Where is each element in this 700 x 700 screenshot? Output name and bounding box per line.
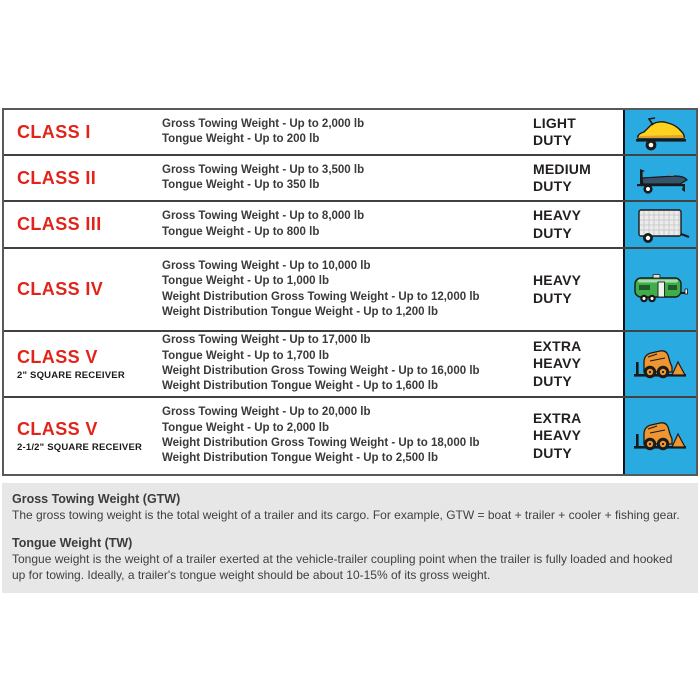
- duty-line: LIGHT: [533, 114, 576, 131]
- spec-line: Gross Towing Weight - Up to 10,000 lb: [162, 259, 371, 272]
- duty-line: DUTY: [533, 178, 572, 194]
- duty-line: MEDIUM: [533, 160, 591, 177]
- spec-line: Weight Distribution Gross Towing Weight - Up to 16,000 lb: [162, 365, 480, 377]
- duty-line: DUTY: [533, 224, 572, 241]
- duty-cell: [523, 115, 623, 149]
- spec-line: Gross Towing Weight - Up to 2,000 lb: [162, 117, 365, 130]
- duty-line: DUTY: [533, 444, 572, 461]
- jet-ski-trailer-icon: [623, 110, 696, 154]
- class-label: CLASS I: [17, 121, 91, 142]
- camper-trailer-icon: [623, 249, 696, 330]
- class-label: CLASS V: [17, 347, 98, 367]
- equipment-trailer-icon: [623, 398, 696, 474]
- class-cell: [4, 419, 154, 453]
- tw-definition: Tongue weight is the weight of a trailer exerted at the vehicle-trailer coupling point when the trailer is fully loaded and hooked up for towing. Ideally, a trailer's tongue weight should be about 10-15% of its gross weight.: [12, 551, 673, 583]
- class-label: CLASS V: [17, 419, 98, 439]
- specs-cell: [154, 209, 523, 240]
- tw-heading: Tongue Weight (TW): [12, 535, 133, 550]
- duty-line: DUTY: [533, 372, 572, 389]
- gtw-definition: The gross towing weight is the total weight of a trailer and its cargo. For example, GTW = boat + trailer + cooler + fishing gear.: [12, 508, 680, 522]
- spec-line: Gross Towing Weight - Up to 20,000 lb: [162, 406, 371, 419]
- spec-line: Weight Distribution Tongue Weight - Up to 1,600 lb: [162, 380, 438, 393]
- duty-line: EXTRA: [533, 410, 582, 427]
- spec-line: Gross Towing Weight - Up to 3,500 lb: [162, 163, 365, 176]
- specs-cell: [154, 163, 523, 194]
- table-row-class-2: [4, 154, 696, 200]
- class-cell: [4, 347, 154, 381]
- table-row-class-5-2in: [4, 330, 696, 396]
- class-label: CLASS IV: [17, 279, 104, 299]
- spec-line: Weight Distribution Tongue Weight - Up to 1,200 lb: [162, 305, 438, 318]
- class-cell: [4, 279, 154, 300]
- class-label: CLASS III: [17, 214, 102, 234]
- receiver-size-label: 2-1/2" SQUARE RECEIVER: [17, 442, 143, 453]
- spec-line: Tongue Weight - Up to 1,000 lb: [162, 275, 329, 288]
- duty-line: HEAVY: [533, 207, 582, 224]
- spec-line: Weight Distribution Tongue Weight - Up to 2,500 lb: [162, 452, 438, 465]
- spec-line: Gross Towing Weight - Up to 8,000 lb: [162, 210, 365, 223]
- duty-line: EXTRA: [533, 338, 582, 355]
- hitch-class-table: [2, 108, 698, 476]
- specs-cell: [154, 117, 523, 148]
- spec-line: Tongue Weight - Up to 800 lb: [162, 225, 320, 238]
- table-row-class-4: [4, 247, 696, 330]
- boat-trailer-icon: [623, 156, 696, 200]
- equipment-trailer-icon: [623, 332, 696, 396]
- duty-cell: [523, 410, 623, 461]
- spec-line: Tongue Weight - Up to 2,000 lb: [162, 421, 329, 434]
- spec-line: Tongue Weight - Up to 350 lb: [162, 179, 320, 191]
- gtw-heading: Gross Towing Weight (GTW): [12, 492, 181, 506]
- class-cell: [4, 122, 154, 143]
- spec-line: Weight Distribution Gross Towing Weight - Up to 12,000 lb: [162, 290, 480, 303]
- duty-line: HEAVY: [533, 355, 582, 372]
- spec-line: Tongue Weight - Up to 200 lb: [162, 133, 320, 145]
- table-row-class-3: [4, 200, 696, 247]
- specs-cell: [154, 259, 523, 321]
- table-row-class-1: [4, 110, 696, 154]
- table-row-class-5-2halfin: [4, 396, 696, 474]
- duty-line: DUTY: [533, 289, 572, 306]
- class-label: CLASS II: [17, 167, 97, 188]
- class-cell: [4, 168, 154, 189]
- duty-cell: [523, 272, 623, 306]
- definitions-panel: [2, 483, 698, 593]
- duty-line: HEAVY: [533, 272, 582, 289]
- duty-line: HEAVY: [533, 427, 582, 444]
- spec-line: Tongue Weight - Up to 1,700 lb: [162, 349, 329, 362]
- specs-cell: [154, 333, 523, 395]
- spec-line: Gross Towing Weight - Up to 17,000 lb: [162, 334, 371, 347]
- specs-cell: [154, 405, 523, 467]
- duty-line: DUTY: [533, 132, 572, 148]
- cargo-trailer-icon: [623, 202, 696, 247]
- spec-line: Weight Distribution Gross Towing Weight - Up to 18,000 lb: [162, 437, 480, 449]
- duty-cell: [523, 338, 623, 389]
- duty-cell: [523, 161, 623, 195]
- receiver-size-label: 2" SQUARE RECEIVER: [17, 370, 125, 381]
- duty-cell: [523, 207, 623, 241]
- class-cell: [4, 214, 154, 235]
